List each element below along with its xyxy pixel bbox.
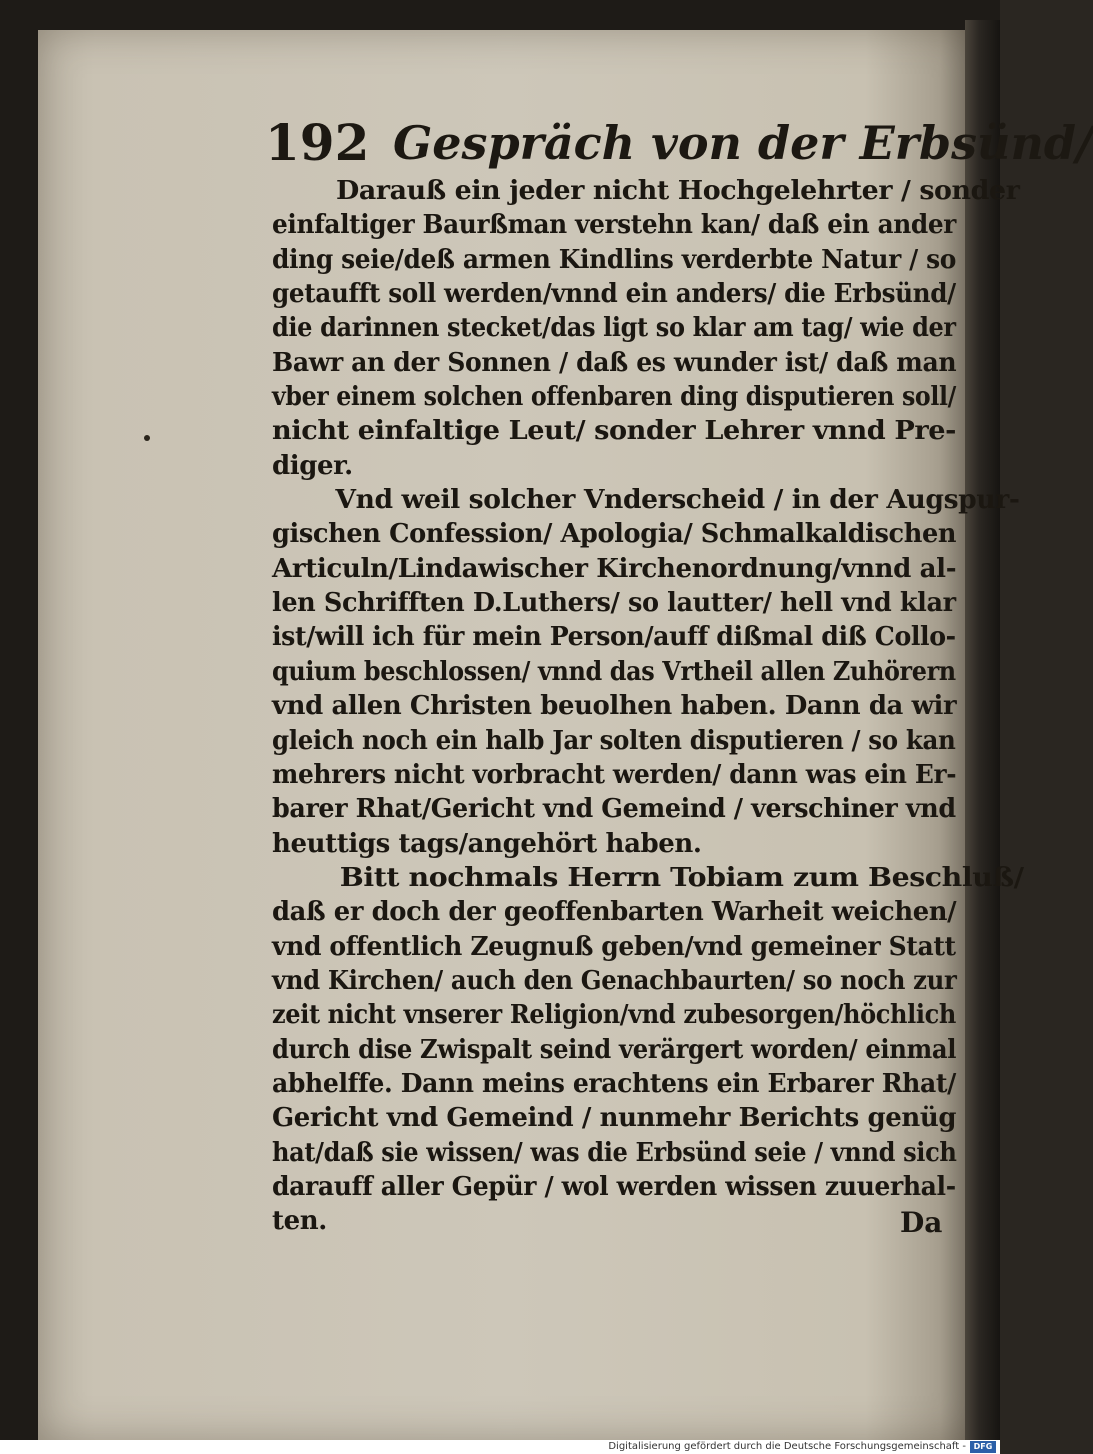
text-line: Bawr an der Sonnen / daß es wunder ist/ daß man [272, 347, 957, 378]
text-line: barer Rhat/Gericht vnd Gemeind / verschiner vnd [272, 794, 956, 825]
page-gutter-shadow [965, 20, 1000, 1440]
text-line: vber einem solchen offenbaren ding disputieren soll/ [272, 382, 956, 413]
text-line: abhelffe. Dann meins erachtens ein Erbarer Rhat/ [272, 1068, 956, 1099]
text-line: Bitt nochmals Herrn Tobiam zum Beschluß/ [339, 862, 1024, 893]
text-line: vnd allen Christen beuolhen haben. Dann da wir [272, 691, 957, 722]
digitization-footer [0, 1440, 1000, 1454]
catchword: Da [900, 1206, 943, 1239]
text-line: durch dise Zwispalt seind verärgert worden/ einmal [272, 1034, 957, 1065]
text-line: len Schrifften D.Luthers/ so lautter/ hell vnd klar [272, 588, 956, 619]
text-line: gleich noch ein halb Jar solten disputieren / so kan [272, 725, 956, 756]
funding-credit: Digitalisierung gefördert durch die Deutsche Forschungsgemeinschaft - [608, 1441, 966, 1452]
text-line: getaufft soll werden/vnnd ein anders/ die Erbsünd/ [272, 279, 956, 310]
text-line: die darinnen stecket/das ligt so klar am tag/ wie der [272, 313, 956, 344]
text-line: Vnd weil solcher Vnderscheid / in der Augspur- [335, 485, 1020, 516]
dfg-logo: DFG [970, 1441, 996, 1453]
text-line: diger. [272, 450, 353, 481]
text-line: vnd offentlich Zeugnuß geben/vnd gemeiner Statt [272, 931, 956, 962]
text-line: einfaltiger Baurßman verstehn kan/ daß ein ander [272, 210, 956, 241]
text-line: Articuln/Lindawischer Kirchenordnung/vnnd al- [272, 553, 957, 584]
page-header [265, 108, 1093, 178]
text-line: heuttigs tags/angehört haben. [272, 828, 702, 859]
text-line: mehrers nicht vorbracht werden/ dann was ein Er- [272, 759, 957, 790]
text-line: darauff aller Gepür / wol werden wissen zuuerhal- [272, 1171, 956, 1202]
text-line: gischen Confession/ Apologia/ Schmalkaldischen [272, 519, 957, 550]
text-line: daß er doch der geoffenbarten Warheit weichen/ [272, 897, 957, 928]
text-line: Gericht vnd Gemeind / nunmehr Berichts genüg [272, 1103, 957, 1134]
text-line: ist/will ich für mein Person/auff dißmal diß Collo- [272, 622, 956, 653]
text-line: hat/daß sie wissen/ was die Erbsünd seie / vnnd sich [272, 1137, 957, 1168]
text-line: vnd Kirchen/ auch den Genachbaurten/ so noch zur [272, 965, 957, 996]
ink-spot [144, 435, 150, 441]
text-line: ten. [272, 1206, 327, 1237]
text-line: ding seie/deß armen Kindlins verderbte Natur / so [272, 244, 957, 275]
text-line: quium beschlossen/ vnnd das Vrtheil allen Zuhörern [272, 656, 956, 687]
page-number: 192 [265, 113, 370, 172]
text-line: Darauß ein jeder nicht Hochgelehrter / sonder [336, 176, 1020, 206]
body-text [272, 174, 1024, 1239]
text-line: nicht einfaltige Leut/ sonder Lehrer vnnd Pre- [272, 416, 956, 447]
text-line: zeit nicht vnserer Religion/vnd zubesorgen/höchlich [272, 1000, 956, 1031]
running-title: Gespräch von der Erbsünd/ [393, 116, 1093, 170]
